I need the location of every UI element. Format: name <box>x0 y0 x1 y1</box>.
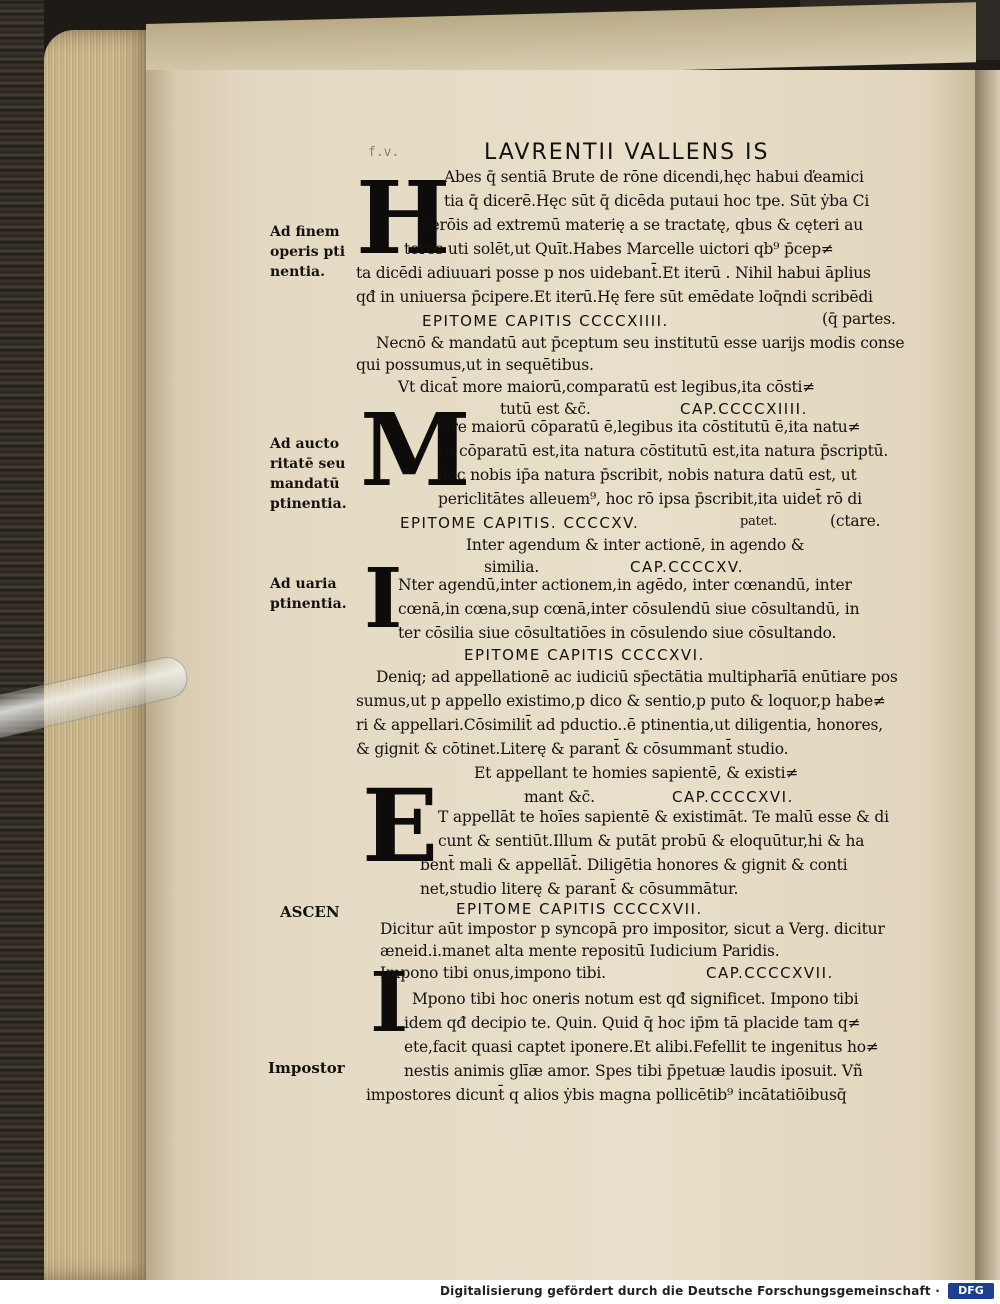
text-line: patet. <box>740 514 778 529</box>
text-line: & gignit & cōtinet.Literę & parant̄ & cōsummant̄ studio. <box>356 740 789 758</box>
margin-line: Ad uaria <box>270 576 337 592</box>
folio-mark: f.v. <box>368 145 400 160</box>
text-line: qđ in uniuersa p̄cipere.Et iterū.Hę fere sūt emēdate loq̄ndi scribēdi <box>356 288 873 306</box>
text-line: tutū est &c̄. <box>500 400 591 418</box>
text-line: net,studio literę & parant̄ & cōsummātur. <box>420 880 739 898</box>
margin-note-ad-aucto <box>270 434 347 514</box>
text-line: ta dicēdi adiuuari posse p nos uidebant̄.Et iterū . Nihil habui āplius <box>356 264 871 282</box>
text-line: ter cōsilia siue cōsultatiōes in cōsulendo siue cōsultando. <box>398 624 837 642</box>
text-line: impostores dicunt̄ q alios ẏbis magna pollicētib⁹ incātatiōibusq̄ <box>366 1086 847 1104</box>
text-line: periclitātes alleuem⁹, hoc rō ipsa p̄scribit,ita uidet̄ rō di <box>438 490 862 508</box>
dfg-logo-icon: DFG <box>948 1283 994 1299</box>
page-stack-edge <box>44 30 156 1280</box>
text-line: cœnā,in cœna,sup cœnā,inter cōsulendū siue cōsultandū, in <box>398 600 860 618</box>
footer-bar <box>0 1280 1000 1304</box>
initial-letter-i: I <box>370 955 409 1051</box>
chapter-number: CAP.CCCCXVI. <box>672 788 794 806</box>
text-line: Necnō & mandatū aut p̄ceptum seu institutū esse uarijs modis conse <box>376 334 905 352</box>
text-line: sumus,ut p appello existimo,p dico & sentio,p puto & loquor,p habe≠ <box>356 692 886 710</box>
chapter-number: CAP.CCCCXV. <box>630 558 744 576</box>
text-line: Ore maiorū cōparatū ē,legibus ita cōstitutū ē,ita natu≠ <box>438 418 861 436</box>
chapter-number: CAP.CCCCXIIII. <box>680 400 808 418</box>
initial-letter-e: E <box>362 767 439 885</box>
text-line: (ctare. <box>830 512 881 530</box>
chapter-heading: EPITOME CAPITIS CCCCXIIII. <box>422 312 669 330</box>
text-line: bent̄ mali & appellāt̄. Diligētia honores & gignit & conti <box>420 856 848 874</box>
margin-line: operis pti <box>270 244 346 260</box>
margin-line: ptinentia. <box>270 496 347 512</box>
text-line: Abes q̄ sentiā Brute de rōne dicendi,hęc habui ďeamici <box>444 168 864 186</box>
funding-credit: Digitalisierung gefördert durch die Deutsche Forschungsgemeinschaft · <box>440 1284 940 1298</box>
margin-note-impostor: Impostor <box>268 1059 345 1077</box>
text-line: Mpono tibi hoc oneris notum est qđ significet. Impono tibi <box>412 990 859 1008</box>
initial-letter-m: M <box>360 391 471 509</box>
text-line: tia q̄ dicerē.Hęc sūt q̄ dicēda putaui hoc tpe. Sūt ẏba Ci <box>444 192 870 210</box>
margin-line: Ad finem <box>270 224 340 240</box>
text-line: T appellāt te hoīes sapientē & existimāt. Te malū esse & di <box>438 808 889 826</box>
margin-line: Ad aucto <box>270 436 340 452</box>
margin-note-ad-finem <box>270 222 345 282</box>
text-line: qui possumus,ut in sequētibus. <box>356 356 594 374</box>
text-line: Deniq; ad appellationē ac iudiciū sp̄ectātia multipharīā enūtiare pos <box>376 668 898 686</box>
margin-line: ptinentia. <box>270 596 347 612</box>
margin-note-ad-varia <box>270 574 347 614</box>
text-line: cunt & sentiūt.Illum & putāt probū & eloquūtur,hi & ha <box>438 832 865 850</box>
facing-page-edge <box>975 70 1000 1280</box>
chapter-number: CAP.CCCCXVII. <box>706 964 834 982</box>
text-line: similia. <box>484 558 540 576</box>
margin-line: nentia. <box>270 264 325 280</box>
chapter-heading: EPITOME CAPITIS. CCCCXV. <box>400 514 640 532</box>
initial-letter-h: H <box>356 159 451 277</box>
text-line: Impono tibi onus,impono tibi. <box>380 964 606 982</box>
margin-note-ascen: ASCEN <box>280 903 340 921</box>
chapter-heading: EPITOME CAPITIS CCCCXVI. <box>464 646 705 664</box>
text-line: Nter agendū,inter actionem,in agēdo, inter cœnandū, inter <box>398 576 852 594</box>
text-line: mant &c̄. <box>524 788 595 806</box>
text-line: tores uti solēt,ut Quīt.Habes Marcelle uictori qb⁹ p̄cep≠ <box>404 240 834 258</box>
text-line: ra cōparatū est,ita natura cōstitutū est,ita natura p̄scriptū. <box>438 442 889 460</box>
margin-line: ritatē seu <box>270 456 346 472</box>
text-line: cerōis ad extremū materię a se tractatę, qbus & cęteri au <box>422 216 863 234</box>
book-cover-edge <box>0 0 44 1280</box>
text-line: æneid.i.manet alta mente repositū Iudicium Paridis. <box>380 942 780 960</box>
margin-line: mandatū <box>270 476 340 492</box>
text-line: nestis animis glīæ amor. Spes tibi p̄petuæ laudis iposuit. Vñ <box>404 1062 863 1080</box>
text-line: hoc nobis ip̄a natura p̄scribit, nobis natura datū est, ut <box>438 466 857 484</box>
chapter-heading: EPITOME CAPITIS CCCCXVII. <box>456 900 703 918</box>
text-line: (q̄ partes. <box>822 310 896 328</box>
text-line: idem qđ decipio te. Quin. Quid q̄ hoc ip̄m tā placide tam q≠ <box>404 1014 861 1032</box>
text-line: ri & appellari.Cōsimilit̄ ad pductio..ē ptinentia,ut diligentia, honores, <box>356 716 883 734</box>
text-line: ete,facit quasi captet iponere.Et alibi.Fefellit te ingenitus ho≠ <box>404 1038 879 1056</box>
text-line: Dicitur aūt impostor p syncopā pro impositor, sicut a Verg. dicitur <box>380 920 885 938</box>
initial-letter-i: I <box>364 551 403 647</box>
running-head: LAVRENTII VALLENS IS <box>484 140 770 165</box>
text-line: Vt dicat̄ more maiorū,comparatū est legibus,ita cōsti≠ <box>398 378 816 396</box>
text-line: Et appellant te homies sapientē, & existi≠ <box>474 764 799 782</box>
text-line: Inter agendum & inter actionē, in agendo & <box>466 536 805 554</box>
